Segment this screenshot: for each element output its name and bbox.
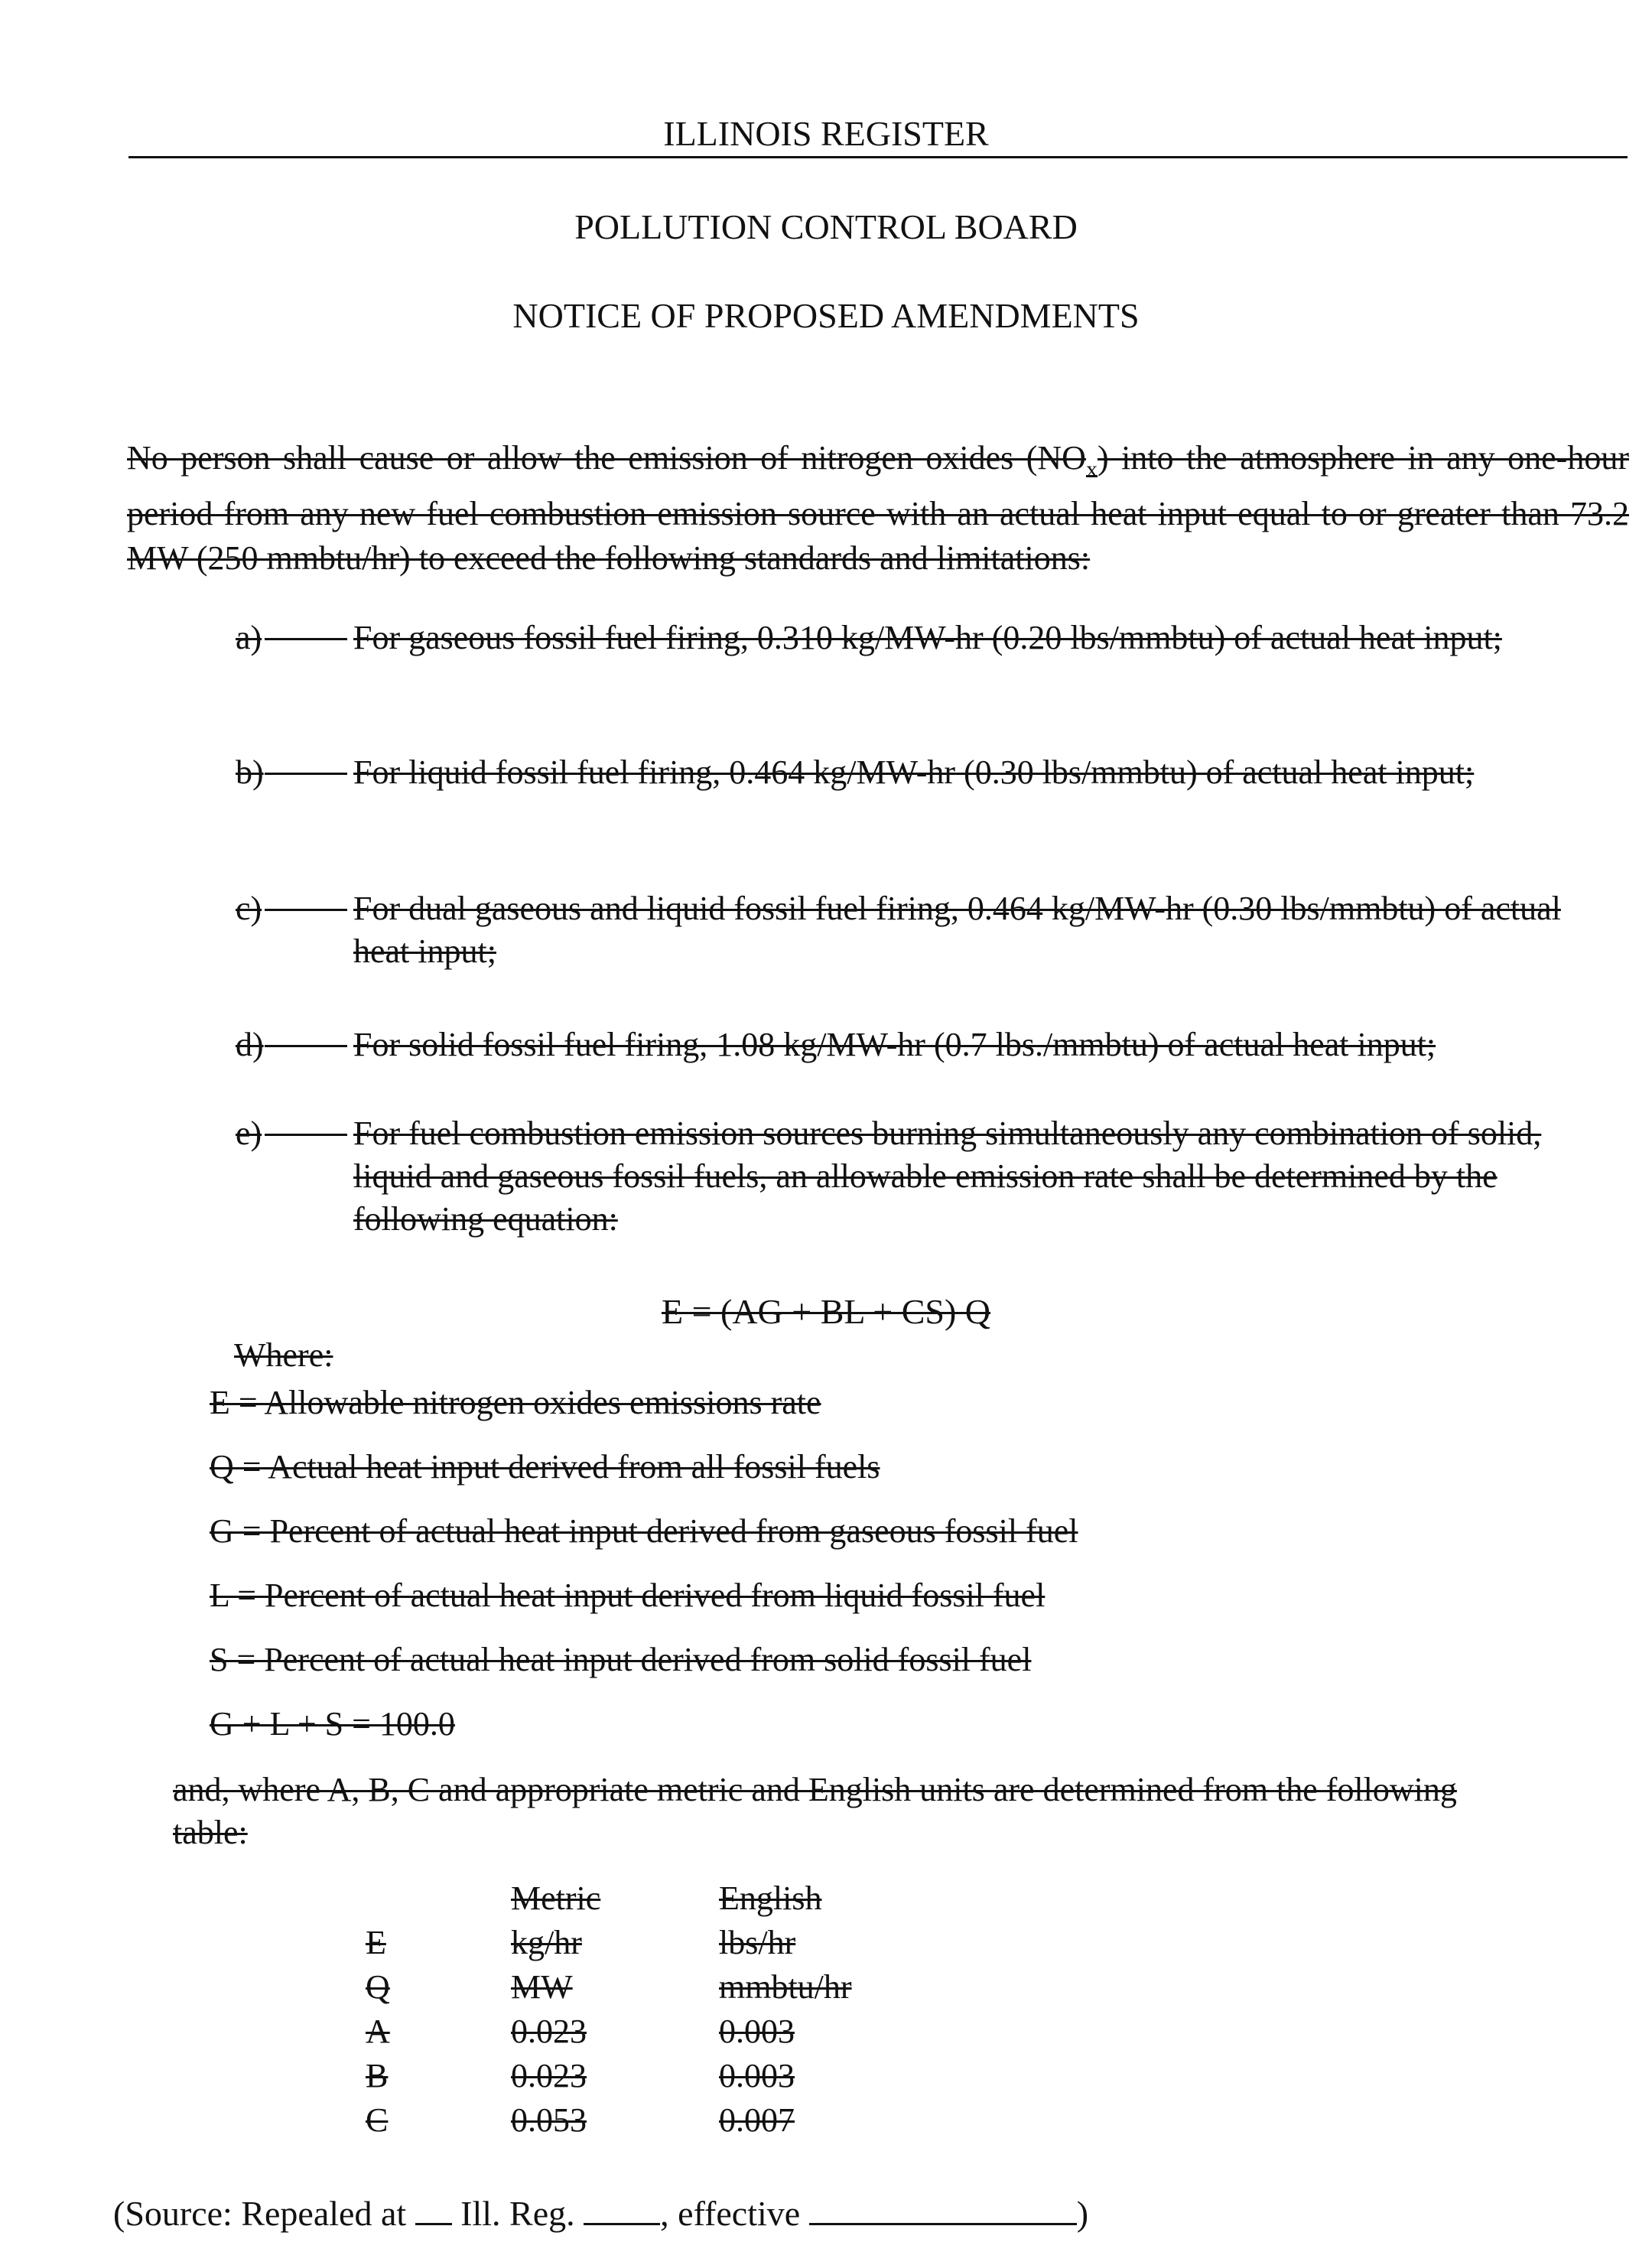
units-table [366,1876,948,2142]
item-d-text: For solid fossil fuel firing, 1.08 kg/MW-hr (0.7 lbs./mmbtu) of actual heat input; [353,1026,1436,1063]
item-a-text: For gaseous fossil fuel firing, 0.310 kg/MW-hr (0.20 lbs/mmbtu) of actual heat input; [353,619,1502,656]
table-cell: lbs/hr [719,1923,796,1961]
table-row [366,2097,948,2142]
table-cell: 0.007 [719,2101,795,2139]
table-cell: 0.003 [719,2056,795,2094]
item-e-dash [265,1134,347,1136]
where-line-e: E = Allowable nitrogen oxides emissions rate [210,1384,821,1421]
notice-title: NOTICE OF PROPOSED AMENDMENTS [512,296,1140,335]
source-close: ) [1076,2194,1089,2233]
item-e-label: e) [236,1115,262,1152]
volume-blank [415,2188,452,2225]
where-heading: Where: [234,1336,333,1374]
intro-part2: ) into the atmosphere in any one-hour period from any new fuel combustion emission source with an actual heat input equal to or greater than 73.2 MW (250 mmbtu/hr) to exceed the following standards and limitations: [127,439,1629,577]
table-row [366,2009,948,2053]
item-b-text: For liquid fossil fuel firing, 0.464 kg/MW-hr (0.30 lbs/mmbtu) of actual heat input; [353,753,1475,791]
item-a-dash [265,638,347,640]
table-cell: MW [511,1967,573,2006]
table-row [366,1964,948,2009]
source-part3: , effective [660,2194,801,2233]
where-line-l: L = Percent of actual heat input derived from liquid fossil fuel [210,1577,1046,1614]
page-blank [584,2188,660,2225]
table-cell: mmbtu/hr [719,1967,852,2006]
date-blank [809,2188,1077,2225]
where-line-sum: G + L + S = 100.0 [210,1705,455,1743]
register-title: ILLINOIS REGISTER [663,114,989,153]
item-b-dash [265,773,347,775]
item-e-text: For fuel combustion emission sources burning simultaneously any combination of solid, liquid and gaseous fossil fuels, an allowable emission rate shall be determined by the following equation: [353,1115,1542,1238]
table-cell: 0.023 [511,2012,587,2050]
table-cell: 0.053 [511,2101,587,2139]
source-note [113,2188,1088,2234]
table-cell: 0.003 [719,2012,795,2050]
source-part2: Ill. Reg. [460,2194,575,2233]
intro-subscript: x [1085,456,1098,482]
agency-title: POLLUTION CONTROL BOARD [574,207,1078,246]
item-a-label: a) [236,619,262,656]
table-cell: 0.023 [511,2056,587,2094]
table-header-cell [366,1876,511,1920]
table-cell: B [366,2056,389,2094]
item-c-text: For dual gaseous and liquid fossil fuel firing, 0.464 kg/MW-hr (0.30 lbs/mmbtu) of actual heat input; [353,890,1561,970]
item-d-dash [265,1045,347,1047]
table-header-metric: Metric [511,1879,601,1917]
table-cell: C [366,2101,389,2139]
table-row [366,1920,948,1964]
header-rule [128,156,1628,158]
item-c-dash [265,909,347,911]
where-line-g: G = Percent of actual heat input derived from gaseous fossil fuel [210,1512,1078,1550]
item-b-label: b) [236,753,264,791]
table-row [366,2053,948,2097]
emission-equation: E = (AG + BL + CS) Q [661,1292,991,1331]
where-line-q: Q = Actual heat input derived from all fossil fuels [210,1448,880,1486]
table-cell: A [366,2012,390,2050]
where-line-s: S = Percent of actual heat input derived from solid fossil fuel [210,1641,1032,1678]
table-cell: kg/hr [511,1923,582,1961]
table-header-row [366,1876,948,1920]
table-cell: Q [366,1967,390,2006]
table-cell: E [366,1923,386,1961]
source-part1: (Source: Repealed at [113,2194,407,2233]
item-c-label: c) [236,890,262,927]
intro-part1: No person shall cause or allow the emission of nitrogen oxides (NO [127,439,1086,477]
item-d-label: d) [236,1026,264,1063]
intro-paragraph [127,436,1629,581]
and-where-paragraph: and, where A, B, C and appropriate metric and English units are determined from the following table: [173,1771,1457,1851]
table-header-english: English [719,1879,822,1917]
